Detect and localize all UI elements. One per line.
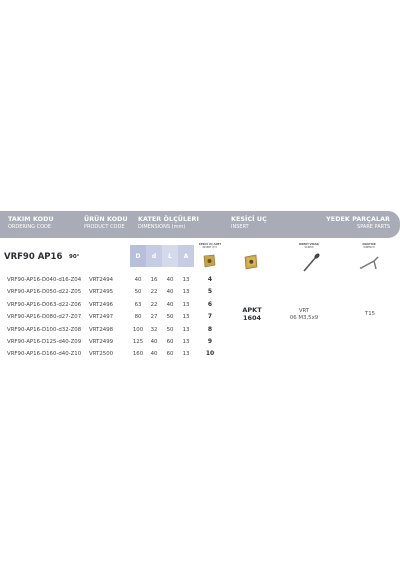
cell-dim-L: 40: [166, 289, 174, 296]
cell-ordering-code: VRF90-AP16-D125-d40-Z09: [7, 339, 82, 345]
header-ordering-code-tr: TAKIM KODU: [8, 216, 54, 223]
cell-product-code: VRT2495: [89, 289, 114, 296]
header-dimensions-tr: KATER ÖLÇÜLERI: [138, 216, 199, 223]
cell-insert-qty: 4: [207, 276, 213, 283]
cell-dim-L: 40: [166, 301, 174, 308]
header-product-code-tr: ÜRÜN KODU: [84, 216, 128, 223]
cell-ordering-code: VRF90-AP16-D040-d16-Z04: [7, 277, 82, 283]
cell-dim-L: 40: [166, 277, 174, 283]
header-ordering-code-en: ORDERING CODE: [8, 224, 52, 231]
insert-icon: [243, 254, 259, 270]
cell-dim-d: 40: [150, 339, 158, 345]
cell-insert-qty: 6: [207, 300, 213, 308]
insert-qty-label-en: INSERT QTY: [202, 246, 218, 249]
header-spare-parts-en: SPARE PARTS: [357, 224, 390, 231]
insert-qty-icon: [202, 254, 216, 268]
insert-code: [238, 306, 266, 323]
wrench-label: [357, 243, 381, 249]
cell-dim-L: 60: [166, 351, 174, 358]
insert-qty-label: [197, 243, 223, 249]
cell-dim-d: 27: [150, 314, 158, 321]
table-row: [0, 336, 400, 348]
cell-ordering-code: VRF90-AP16-D063-d22-Z06: [7, 301, 82, 308]
cell-dim-D: 160: [132, 351, 144, 358]
cell-insert-qty: 7: [207, 313, 213, 321]
cell-insert-qty: 8: [207, 325, 213, 333]
insert-code-line2: 1604: [242, 314, 262, 323]
series-angle: 90°: [69, 254, 80, 260]
cell-insert-qty: 5: [207, 288, 213, 296]
cell-dim-A: 13: [182, 289, 190, 296]
screw-icon: [300, 252, 322, 274]
cell-product-code: VRT2498: [89, 326, 114, 333]
cell-dim-d: 22: [150, 301, 158, 308]
table-row: [0, 311, 400, 323]
header-insert: [231, 217, 267, 230]
cell-dim-A: 13: [182, 277, 190, 283]
header-spare-parts-tr: YEDEK PARÇALAR: [326, 216, 390, 223]
cell-product-code: VRT2497: [89, 314, 114, 321]
table-row: [0, 274, 400, 286]
header-ordering-code: [8, 217, 54, 230]
cell-dim-A: 13: [182, 351, 190, 358]
header-product-code-en: PRODUCT CODE: [84, 224, 125, 231]
spare-screw-line1: VRT: [298, 308, 310, 314]
header-insert-en: INSERT: [231, 224, 249, 231]
wrench-label-en: WRENCH: [363, 246, 375, 249]
header-product-code: [84, 217, 128, 230]
insert-qty-label-tr: KESİCİ UÇ ADET: [198, 243, 222, 246]
cell-ordering-code: VRF90-AP16-D160-d40-Z10: [7, 351, 82, 358]
table-row: [0, 348, 400, 360]
cell-dim-L: 50: [166, 314, 174, 321]
cell-ordering-code: VRF90-AP16-D050-d22-Z05: [7, 289, 82, 296]
screw-label-tr: INSERT VIDASI: [298, 243, 320, 246]
cell-dim-d: 32: [150, 326, 158, 333]
cell-dim-D: 50: [134, 289, 142, 296]
header-spare-parts: [326, 217, 390, 230]
cell-dim-A: 13: [182, 301, 190, 308]
cell-product-code: VRT2500: [89, 351, 114, 358]
table-row: [0, 286, 400, 298]
dim-header-d: d: [146, 245, 162, 267]
cell-dim-D: 125: [132, 339, 144, 345]
table-header-bar: [0, 211, 400, 238]
spare-screw-line2: 06 M3,5x9: [289, 315, 319, 322]
dim-header-A: A: [178, 245, 194, 267]
cell-dim-A: 13: [182, 326, 190, 333]
cell-dim-L: 50: [166, 326, 174, 333]
screw-label-en: SCREW: [304, 246, 314, 249]
spare-screw-code: [284, 308, 324, 322]
cell-product-code: VRT2494: [89, 277, 114, 283]
table-row: [0, 324, 400, 336]
table-row: [0, 299, 400, 311]
cell-dim-d: 16: [150, 277, 158, 283]
cell-dim-d: 40: [150, 351, 158, 358]
cell-dim-D: 40: [134, 277, 142, 283]
cell-insert-qty: 9: [207, 338, 213, 345]
cell-insert-qty: 10: [205, 350, 215, 358]
cell-dim-d: 22: [150, 289, 158, 296]
cell-dim-L: 60: [166, 339, 174, 345]
series-title: VRF90 AP16: [4, 252, 63, 262]
header-dimensions: [138, 217, 199, 230]
screw-label: [295, 243, 323, 249]
wrench-icon: [358, 252, 382, 274]
header-insert-tr: KESİCİ UÇ: [231, 216, 267, 223]
cell-ordering-code: VRF90-AP16-D100-d32-Z08: [7, 326, 82, 333]
cell-dim-A: 13: [182, 339, 190, 345]
dim-header-D: D: [130, 245, 146, 267]
cell-dim-D: 63: [134, 301, 142, 308]
spare-wrench-code: T15: [364, 311, 376, 317]
insert-code-line1: APKT: [242, 306, 262, 314]
cell-product-code: VRT2499: [89, 339, 114, 345]
cell-ordering-code: VRF90-AP16-D080-d27-Z07: [7, 314, 82, 321]
wrench-label-tr: ANAHTAR: [362, 243, 376, 246]
cell-dim-D: 80: [134, 314, 142, 321]
cell-dim-A: 13: [182, 314, 190, 321]
cell-product-code: VRT2496: [89, 301, 114, 308]
cell-dim-D: 100: [132, 326, 144, 333]
dim-header-L: L: [162, 245, 178, 267]
header-dimensions-en: DIMENSIONS (mm): [138, 224, 186, 231]
